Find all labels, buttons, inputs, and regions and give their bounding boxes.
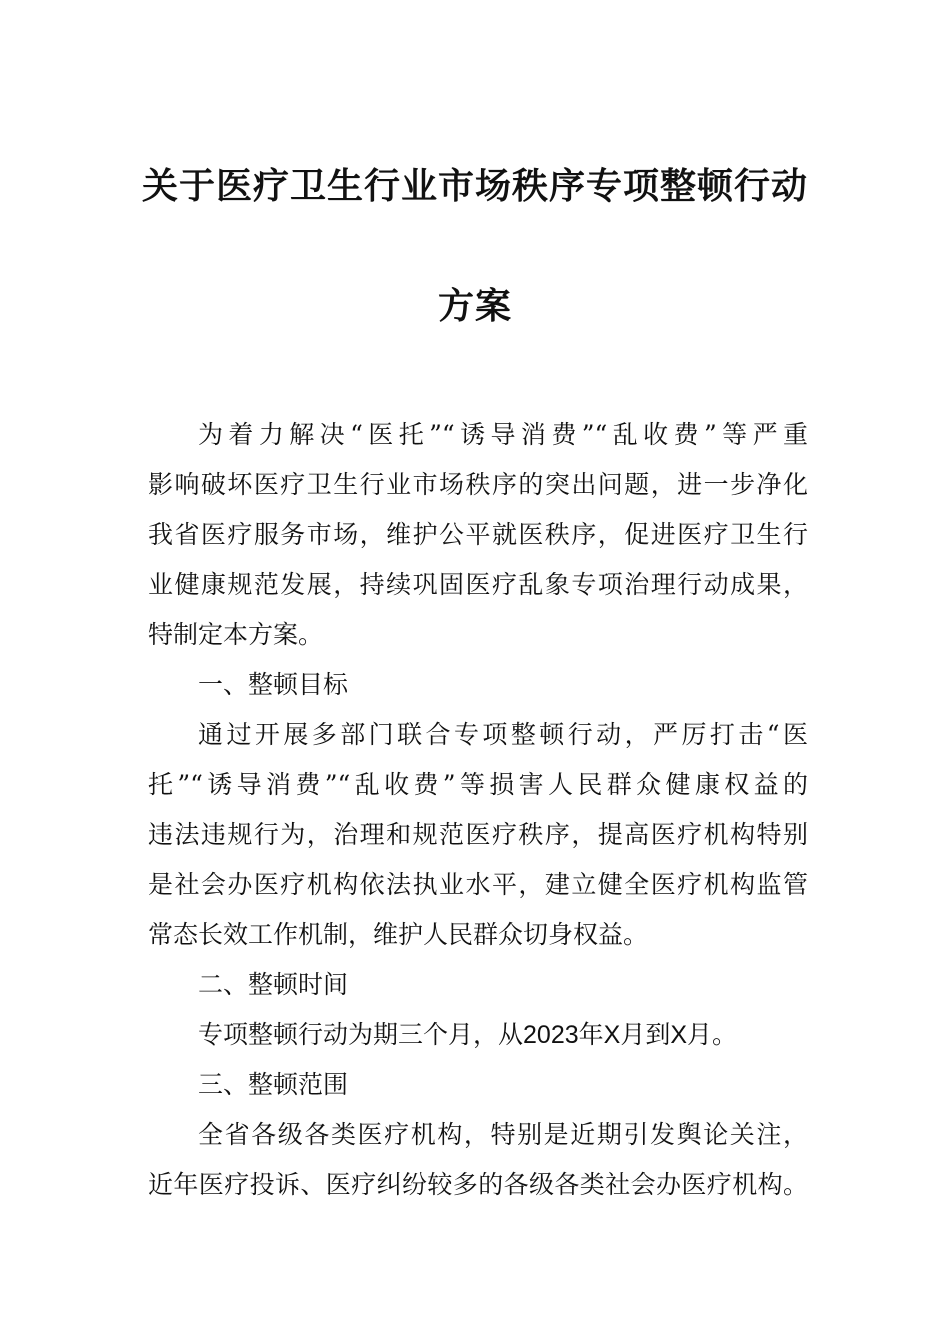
intro-line-4: 业健康规范发展，持续巩固医疗乱象专项治理行动成果， xyxy=(148,570,808,599)
goals-line-2: 托”“诱导消费”“乱收费”等损害人民群众健康权益的 xyxy=(148,770,808,799)
intro-line-3: 我省医疗服务市场，维护公平就医秩序，促进医疗卫生行 xyxy=(148,520,808,549)
time-text-after: 月。 xyxy=(687,1020,738,1049)
intro-line-5: 特制定本方案。 xyxy=(148,620,324,649)
goals-line-3: 违法违规行为，治理和规范医疗秩序，提高医疗机构特别 xyxy=(148,820,808,849)
goals-line-4: 是社会办医疗机构依法执业水平，建立健全医疗机构监管 xyxy=(148,870,808,899)
goals-line-5: 常态长效工作机制，维护人民群众切身权益。 xyxy=(148,920,649,949)
scope-line-2: 近年医疗投诉、医疗纠纷较多的各级各类社会办医疗机构。 xyxy=(148,1170,808,1199)
goals-line-1: 通过开展多部门联合专项整顿行动，严厉打击“医 xyxy=(198,720,808,749)
time-text-before: 专项整顿行动为期三个月，从 xyxy=(198,1020,524,1049)
section-heading-time: 二、整顿时间 xyxy=(198,970,349,999)
time-text-year-suffix: 年 xyxy=(578,1020,604,1049)
time-line xyxy=(198,1015,858,1051)
document-title-line-2: 方案 xyxy=(437,285,512,327)
section-heading-goals: 一、整顿目标 xyxy=(198,670,349,699)
intro-line-2: 影响破坏医疗卫生行业市场秩序的突出问题，进一步净化 xyxy=(148,470,808,499)
time-text-to: 月到 xyxy=(620,1020,671,1049)
intro-line-1: 为着力解决“医托”“诱导消费”“乱收费”等严重 xyxy=(198,420,808,449)
scope-line-1: 全省各级各类医疗机构，特别是近期引发舆论关注， xyxy=(198,1120,808,1149)
section-heading-scope: 三、整顿范围 xyxy=(198,1070,349,1099)
time-month-start: X xyxy=(603,1021,621,1049)
time-year: 2023 xyxy=(523,1021,579,1049)
document-title-line-1: 关于医疗卫生行业市场秩序专项整顿行动 xyxy=(141,165,808,207)
time-month-end: X xyxy=(670,1021,688,1049)
